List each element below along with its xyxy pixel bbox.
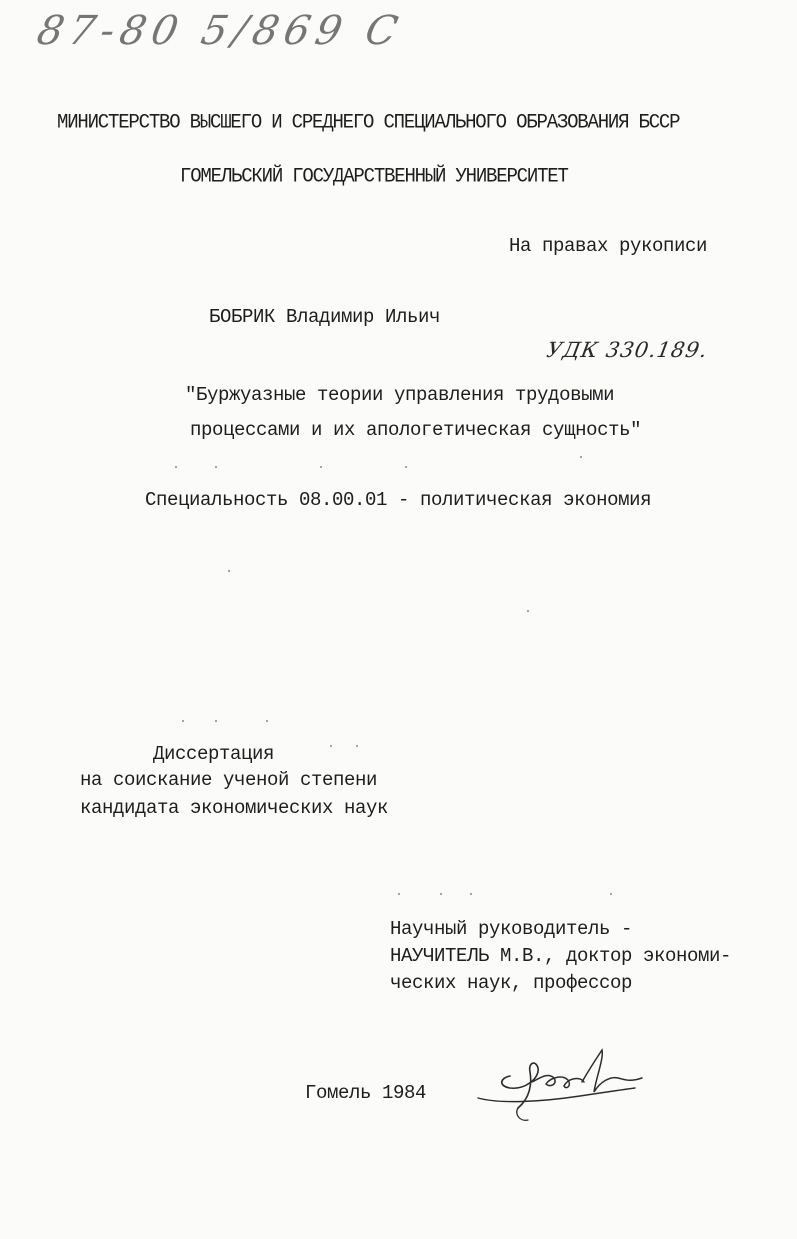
scan-speck <box>440 893 442 895</box>
degree-line-1: на соискание ученой степени <box>80 769 378 791</box>
supervisor-line-2: НАУЧИТЕЛЬ М.В., доктор экономи- <box>390 945 732 967</box>
scan-speck <box>405 466 407 468</box>
scan-speck <box>182 720 184 722</box>
dissertation-label: Диссертация <box>153 743 275 765</box>
scan-speck <box>228 570 230 572</box>
author-name: БОБРИК Владимир Ильич <box>209 306 441 328</box>
supervisor-line-1: Научный руководитель - <box>390 918 633 940</box>
thesis-title-line-2: процессами и их апологетическая сущность" <box>190 419 642 441</box>
supervisor-line-3: ческих наук, профессор <box>390 972 633 994</box>
scan-speck <box>320 466 322 468</box>
udk-code: УДК 330.189. <box>544 338 710 362</box>
scan-speck <box>330 745 332 747</box>
scan-speck <box>215 720 217 722</box>
scan-speck <box>610 893 612 895</box>
scan-speck <box>175 466 177 468</box>
scan-speck <box>527 610 529 612</box>
specialty-line: Специальность 08.00.01 - политическая экономия <box>145 489 652 511</box>
archive-handwritten-mark: 87-80 5/869 С <box>33 8 408 54</box>
scan-speck <box>356 745 358 747</box>
university-heading: ГОМЕЛЬСКИЙ ГОСУДАРСТВЕННЫЙ УНИВЕРСИТЕТ <box>180 164 568 188</box>
author-signature <box>470 1038 660 1128</box>
scan-speck <box>470 893 472 895</box>
manuscript-rights-note: На правах рукописи <box>509 235 708 257</box>
scan-speck <box>398 893 400 895</box>
ministry-heading: МИНИСТЕРСТВО ВЫСШЕГО И СРЕДНЕГО СПЕЦИАЛЬНОГО ОБРАЗОВАНИЯ БССР <box>57 110 680 134</box>
thesis-title-line-1: "Буржуазные теории управления трудовыми <box>185 384 615 406</box>
place-and-year: Гомель 1984 <box>305 1082 427 1104</box>
scan-speck <box>580 456 582 458</box>
scan-speck <box>215 466 217 468</box>
degree-line-2: кандидата экономических наук <box>80 797 389 819</box>
scan-speck <box>266 720 268 722</box>
